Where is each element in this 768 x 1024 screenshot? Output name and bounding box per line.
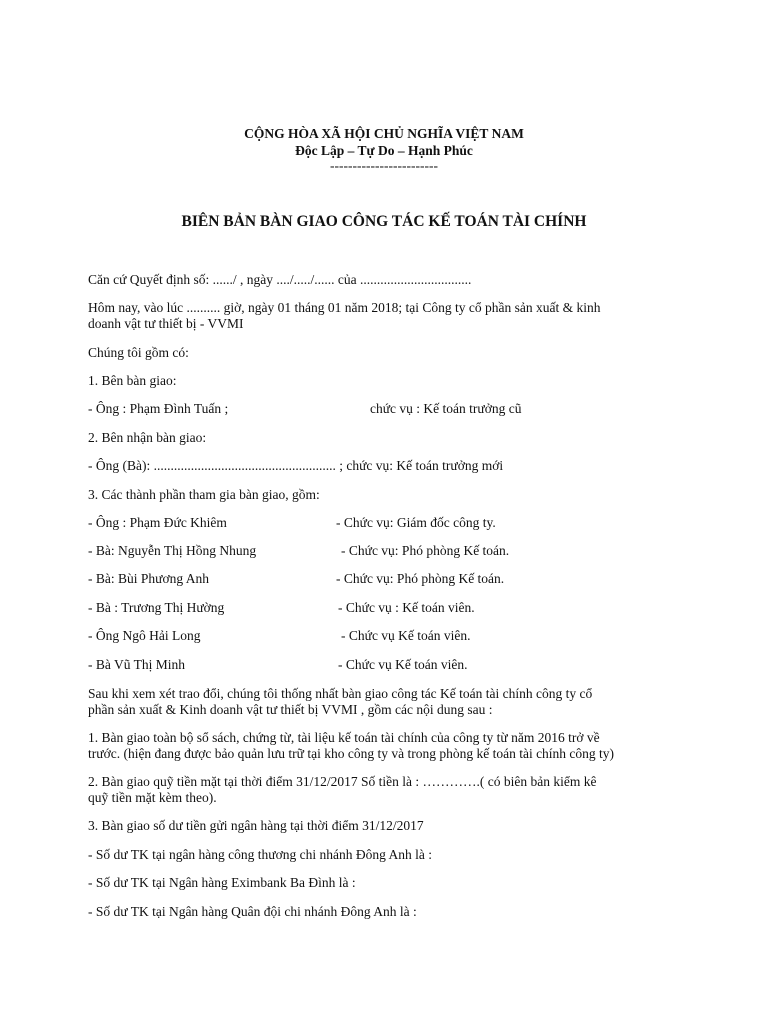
header-separator: ------------------------ [330,158,438,173]
motto: Độc Lập – Tự Do – Hạnh Phúc [295,143,473,158]
participant-role: - Chức vụ: Giám đốc công ty. [336,515,496,530]
participant-name: - Bà Vũ Thị Minh [88,657,186,672]
participant-row [88,628,471,644]
participant-role: - Chức vụ: Phó phòng Kế toán. [336,571,505,586]
participant-role: - Chức vụ : Kế toán viên. [338,600,475,615]
country-header: CỘNG HÒA XÃ HỘI CHỦ NGHĨA VIỆT NAM [244,126,524,141]
basis-line: Căn cứ Quyết định số: ....../ , ngày ..../...../...... của ................................. [88,272,472,287]
we-include: Chúng tôi gồm có: [88,345,189,360]
participant-role: - Chức vụ Kế toán viên. [338,657,468,672]
participant-name: - Bà : Trương Thị Hường [88,600,225,615]
participant-name: - Ông Ngô Hải Long [88,628,201,643]
participant-name: - Ông : Phạm Đức Khiêm [88,515,227,530]
handover-name: - Ông : Phạm Đình Tuấn ; [88,401,229,416]
agreement-line-1: Sau khi xem xét trao đổi, chúng tôi thống nhất bàn giao công tác Kế toán tài chính công ty cổ [88,686,593,701]
participant-row [88,543,510,559]
participant-row [88,600,475,616]
intro-line-1: Hôm nay, vào lúc .......... giờ, ngày 01 tháng 01 năm 2018; tại Công ty cổ phần sản xuất & kinh [88,300,601,315]
participant-role: - Chức vụ Kế toán viên. [341,628,471,643]
item2-line-2: quỹ tiền mặt kèm theo). [88,790,217,805]
handover-heading: 1. Bên bàn giao: [88,373,177,388]
receiving-line: - Ông (Bà): ...................................................... ; chức vụ: Kế toán trưởng mới [88,458,504,473]
document-title: BIÊN BẢN BÀN GIAO CÔNG TÁC KẾ TOÁN TÀI CHÍNH [181,213,587,230]
receiving-heading: 2. Bên nhận bàn giao: [88,430,207,445]
participant-name: - Bà: Bùi Phương Anh [88,571,209,586]
intro-line-2: doanh vật tư thiết bị - VVMI [88,316,244,331]
handover-role: chức vụ : Kế toán trưởng cũ [370,401,522,416]
item2-line-1: 2. Bàn giao quỹ tiền mặt tại thời điểm 31/12/2017 Số tiền là : ………….( có biên bản kiểm kê [88,774,597,789]
balance-line: - Số dư TK tại Ngân hàng Quân đội chi nhánh Đông Anh là : [88,904,417,919]
participant-row [88,571,505,587]
agreement-line-2: phần sản xuất & Kinh doanh vật tư thiết bị VVMI , gồm các nội dung sau : [88,702,493,717]
item1-line-2: trước. (hiện đang được bảo quản lưu trữ tại kho công ty và trong phòng kế toán tài chính công ty) [88,746,615,761]
balance-line: - Số dư TK tại ngân hàng công thương chi nhánh Đông Anh là : [88,847,432,862]
item3-heading: 3. Bàn giao số dư tiền gửi ngân hàng tại thời điểm 31/12/2017 [88,818,424,833]
participant-role: - Chức vụ: Phó phòng Kế toán. [341,543,510,558]
item1-line-1: 1. Bàn giao toàn bộ sổ sách, chứng từ, tài liệu kế toán tài chính của công ty từ năm 2016 trở về [88,730,600,745]
participants-heading: 3. Các thành phần tham gia bàn giao, gồm: [88,487,320,502]
balance-line: - Số dư TK tại Ngân hàng Eximbank Ba Đình là : [88,875,356,890]
participant-row [88,657,468,673]
participant-name: - Bà: Nguyễn Thị Hồng Nhung [88,543,257,558]
participant-row [88,515,496,531]
